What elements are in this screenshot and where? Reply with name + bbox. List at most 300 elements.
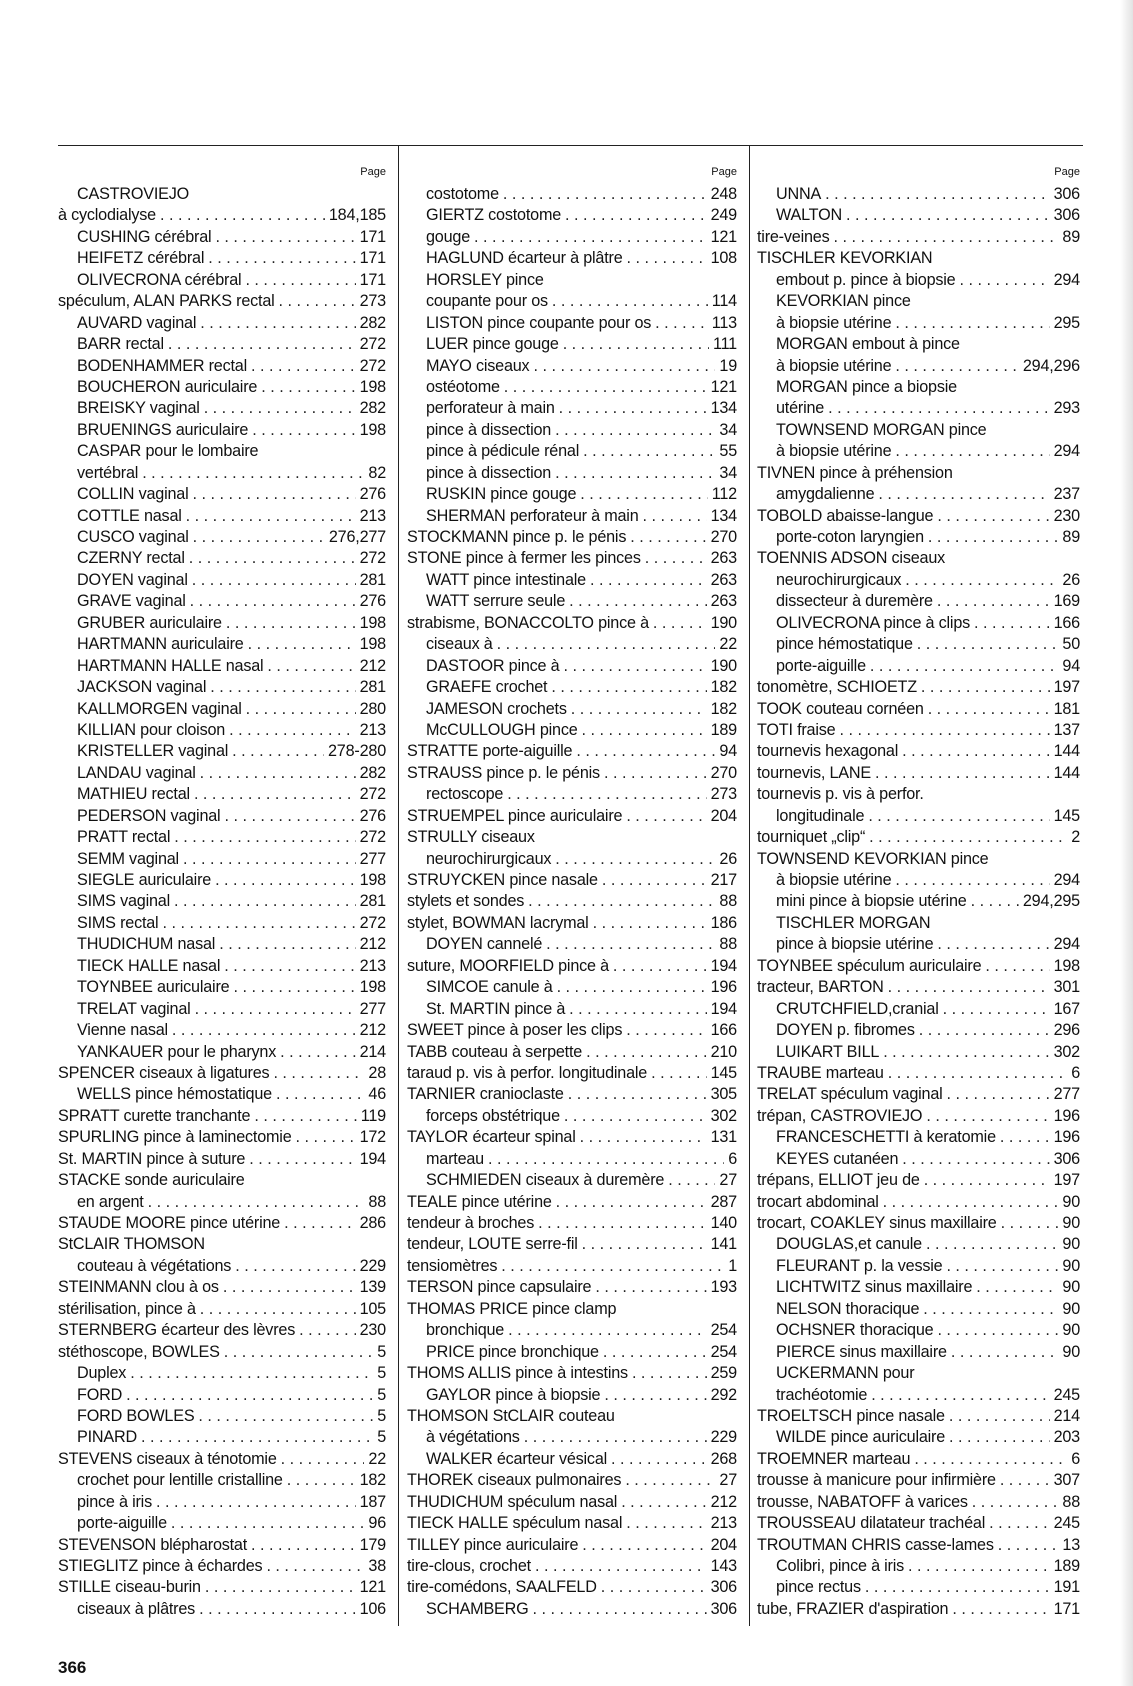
dot-leader xyxy=(1001,1213,1059,1234)
entry-page-number: 194 xyxy=(710,999,737,1018)
entry-term: TRELAT vaginal xyxy=(77,999,191,1018)
entry-page-number: 277 xyxy=(359,999,386,1018)
index-entry xyxy=(407,270,739,291)
dot-leader xyxy=(914,1449,1067,1470)
dot-leader xyxy=(888,1063,1067,1084)
index-entry xyxy=(757,1342,1082,1363)
index-entry xyxy=(407,548,739,569)
index-entry xyxy=(407,1342,739,1363)
entry-page-number: 186 xyxy=(710,913,737,932)
index-entry xyxy=(58,484,388,505)
entry-term: UCKERMANN pour xyxy=(776,1364,915,1383)
entry-term: LUIKART BILL xyxy=(776,1042,880,1061)
index-entry xyxy=(407,613,739,634)
entry-page-number: 140 xyxy=(710,1214,737,1232)
entry-term: longitudinale xyxy=(776,806,865,825)
entry-page-number: 144 xyxy=(1053,763,1080,782)
entry-page-number: 22 xyxy=(368,1449,386,1468)
entry-term: spéculum, ALAN PARKS rectal xyxy=(58,292,275,311)
dot-leader xyxy=(251,356,356,377)
index-entry xyxy=(407,227,739,248)
index-entry xyxy=(58,441,388,462)
entry-page-number: 263 xyxy=(710,570,737,589)
index-entry xyxy=(757,1363,1082,1384)
index-entry xyxy=(757,913,1082,934)
dot-leader xyxy=(621,1492,706,1513)
entry-page-number: 305 xyxy=(710,1085,737,1104)
dot-leader xyxy=(630,527,706,548)
index-entry xyxy=(757,677,1082,698)
index-entry xyxy=(757,1149,1082,1170)
entry-page-number: 121 xyxy=(710,227,737,246)
index-entry xyxy=(407,1192,739,1213)
dot-leader xyxy=(564,1106,707,1127)
index-entry xyxy=(58,1385,388,1406)
entry-term: FORD xyxy=(77,1385,123,1404)
entry-term: WALKER écarteur vésical xyxy=(426,1449,608,1468)
index-entry xyxy=(757,1556,1082,1577)
entry-term: KRISTELLER vaginal xyxy=(77,742,229,761)
entry-term: tournevis hexagonal xyxy=(757,742,899,761)
dot-leader xyxy=(923,1299,1058,1320)
entry-term: HORSLEY pince xyxy=(426,270,544,289)
entry-term: MORGAN pince a biopsie xyxy=(776,377,957,396)
entry-page-number: 245 xyxy=(1053,1385,1080,1404)
dot-leader xyxy=(825,184,1050,205)
entry-page-number: 282 xyxy=(359,313,386,332)
entry-term: Vienne nasal xyxy=(77,1021,168,1040)
index-entry xyxy=(757,420,1082,441)
entry-page-number: 181 xyxy=(1053,699,1080,718)
dot-leader xyxy=(168,334,356,355)
entry-term: ciseaux à xyxy=(426,635,493,654)
index-entry xyxy=(58,1106,388,1127)
entry-page-number: 217 xyxy=(710,871,737,889)
entry-term: DOYEN p. fibromes xyxy=(776,1021,915,1040)
entry-page-number: 112 xyxy=(711,485,737,504)
index-entry xyxy=(58,398,388,419)
entry-page-number: 230 xyxy=(359,1321,386,1340)
entry-page-number: 268 xyxy=(710,1449,737,1468)
dot-leader xyxy=(190,591,356,612)
index-entry xyxy=(58,291,388,312)
entry-page-number: 198 xyxy=(359,613,386,632)
dot-leader xyxy=(626,1513,706,1534)
entry-page-number: 94 xyxy=(1062,656,1080,675)
entry-term: STRATTE porte-aiguille xyxy=(407,742,573,761)
entry-page-number: 198 xyxy=(359,377,386,396)
index-entry xyxy=(58,699,388,720)
dot-leader xyxy=(626,806,706,827)
index-entry xyxy=(58,420,388,441)
index-entry xyxy=(58,1599,388,1620)
entry-term: porte-aiguille xyxy=(77,1514,167,1533)
dot-leader xyxy=(937,1320,1058,1341)
index-entry xyxy=(58,1406,388,1427)
dot-leader xyxy=(878,484,1049,505)
index-entry xyxy=(407,591,739,612)
index-entry xyxy=(58,1042,388,1063)
page-column-header: Page xyxy=(711,166,737,178)
entry-term: UNNA xyxy=(776,185,822,203)
entry-page-number: 203 xyxy=(1053,1428,1080,1447)
index-entry xyxy=(407,1449,739,1470)
entry-term: TOWNSEND KEVORKIAN pince xyxy=(757,849,989,868)
entry-term: tendeur, LOUTE serre-fil xyxy=(407,1235,578,1254)
entry-page-number: 121 xyxy=(359,1578,386,1597)
entry-page-number: 172 xyxy=(359,1128,386,1147)
entry-page-number: 198 xyxy=(359,871,386,889)
dot-leader xyxy=(281,1449,365,1470)
entry-term: costotome xyxy=(426,185,499,203)
entry-term: BOUCHERON auriculaire xyxy=(77,377,258,396)
dot-leader xyxy=(142,463,364,484)
dot-leader xyxy=(248,634,356,655)
index-entry xyxy=(58,1449,388,1470)
entry-page-number: 294 xyxy=(1053,442,1080,461)
index-entry xyxy=(757,956,1082,977)
entry-term: BREISKY vaginal xyxy=(77,399,200,418)
dot-leader xyxy=(296,1127,356,1148)
entry-page-number: 106 xyxy=(359,1599,386,1618)
dot-leader xyxy=(569,999,706,1020)
entry-term: suture, MOORFIELD pince à xyxy=(407,956,609,975)
index-entry xyxy=(407,313,739,334)
dot-leader xyxy=(946,1256,1058,1277)
index-entry xyxy=(757,656,1082,677)
entry-term: STIEGLITZ pince à échardes xyxy=(58,1557,263,1575)
entry-term: taraud p. vis à perfor. longitudinale xyxy=(407,1063,648,1082)
index-entry xyxy=(757,1213,1082,1234)
entry-term: BODENHAMMER rectal xyxy=(77,356,247,375)
dot-leader xyxy=(1000,1127,1050,1148)
entry-page-number: 50 xyxy=(1062,635,1080,654)
index-entry xyxy=(757,741,1082,762)
entry-term: PINARD xyxy=(77,1428,137,1447)
index-entry xyxy=(407,420,739,441)
dot-leader xyxy=(917,634,1059,655)
entry-page-number: 294 xyxy=(1053,935,1080,954)
dot-leader xyxy=(627,248,707,269)
dot-leader xyxy=(895,356,1018,377)
index-entry xyxy=(407,1299,739,1320)
index-entry xyxy=(757,527,1082,548)
dot-leader xyxy=(593,913,707,934)
entry-page-number: 213 xyxy=(359,720,386,739)
column-divider-1 xyxy=(398,146,399,1626)
dot-leader xyxy=(200,313,355,334)
dot-leader xyxy=(937,934,1049,955)
index-entry xyxy=(407,934,739,955)
index-entry xyxy=(407,1535,739,1556)
index-entry xyxy=(757,1492,1082,1513)
dot-leader xyxy=(503,184,707,205)
index-entry xyxy=(757,1470,1082,1491)
entry-term: OCHSNER thoracique xyxy=(776,1321,934,1340)
index-entry xyxy=(757,1299,1082,1320)
entry-term: trousse, NABATOFF à varices xyxy=(757,1492,968,1511)
index-entry xyxy=(407,1406,739,1427)
entry-page-number: 301 xyxy=(1053,978,1080,997)
dot-leader xyxy=(199,1599,356,1620)
dot-leader xyxy=(508,1320,706,1341)
index-entry xyxy=(58,1192,388,1213)
entry-page-number: 114 xyxy=(711,292,737,311)
entry-term: TROUSSEAU dilatateur trachéal xyxy=(757,1514,986,1533)
entry-term: pince à dissection xyxy=(426,463,552,482)
dot-leader xyxy=(563,656,706,677)
entry-term: St. MARTIN pince à xyxy=(426,999,566,1018)
entry-term: OLIVECRONA cérébral xyxy=(77,270,242,289)
index-entry xyxy=(757,1277,1082,1298)
entry-page-number: 277 xyxy=(1053,1085,1080,1104)
entry-page-number: 229 xyxy=(710,1428,737,1447)
index-entry xyxy=(58,227,388,248)
index-entry xyxy=(757,1385,1082,1406)
dot-leader xyxy=(261,377,355,398)
dot-leader xyxy=(488,1149,724,1170)
entry-page-number: 294,296 xyxy=(1022,356,1080,375)
entry-page-number: 306 xyxy=(1053,1149,1080,1168)
index-entry xyxy=(757,227,1082,248)
entry-page-number: 166 xyxy=(1053,613,1080,632)
entry-page-number: 190 xyxy=(710,656,737,675)
dot-leader xyxy=(195,999,356,1020)
entry-term: dissecteur à duremère xyxy=(776,592,933,611)
index-entry xyxy=(407,891,739,912)
dot-leader xyxy=(557,977,707,998)
index-entry xyxy=(407,827,739,848)
entry-term: neurochirurgicaux xyxy=(776,570,902,589)
dot-leader xyxy=(580,1127,707,1148)
entry-term: CRUTCHFIELD,cranial xyxy=(776,999,939,1018)
entry-term: forceps obstétrique xyxy=(426,1106,560,1125)
entry-page-number: 5 xyxy=(377,1385,386,1404)
entry-term: DASTOOR pince à xyxy=(426,656,560,675)
index-entry xyxy=(407,291,739,312)
dot-leader xyxy=(928,527,1059,548)
entry-page-number: 213 xyxy=(710,1514,737,1533)
dot-leader xyxy=(224,1342,373,1363)
entry-term: THOMS ALLIS pince à intestins xyxy=(407,1364,628,1383)
entry-term: TILLEY pince auriculaire xyxy=(407,1535,579,1554)
dot-leader xyxy=(208,248,355,269)
index-entry xyxy=(407,1127,739,1148)
entry-term: MAYO ciseaux xyxy=(426,356,530,375)
entry-term: THOREK ciseaux pulmonaires xyxy=(407,1471,622,1490)
index-entry xyxy=(58,1213,388,1234)
dot-leader xyxy=(1000,1470,1050,1491)
entry-page-number: 276 xyxy=(359,806,386,825)
entry-term: STRUEMPEL pince auriculaire xyxy=(407,806,623,825)
dot-leader xyxy=(507,784,706,805)
dot-leader xyxy=(474,227,707,248)
index-entry xyxy=(58,1492,388,1513)
index-entry xyxy=(58,1234,388,1255)
dot-leader xyxy=(883,1192,1059,1213)
index-entry xyxy=(757,377,1082,398)
entry-term: TAYLOR écarteur spinal xyxy=(407,1128,576,1147)
dot-leader xyxy=(998,1535,1059,1556)
dot-leader xyxy=(951,1342,1059,1363)
index-entry xyxy=(58,205,388,226)
entry-term: TRELAT spéculum vaginal xyxy=(757,1085,943,1104)
entry-term: MORGAN embout à pince xyxy=(776,335,960,354)
entry-term: STAUDE MOORE pince utérine xyxy=(58,1214,281,1232)
entry-term: trachéotomie xyxy=(776,1385,868,1404)
entry-term: LUER pince gouge xyxy=(426,335,559,354)
entry-term: THOMAS PRICE pince clamp xyxy=(407,1299,617,1318)
entry-term: JACKSON vaginal xyxy=(77,678,207,697)
dot-leader xyxy=(908,1556,1050,1577)
entry-page-number: 13 xyxy=(1062,1535,1080,1554)
entry-page-number: 143 xyxy=(710,1557,737,1575)
index-entry xyxy=(757,1170,1082,1191)
dot-leader xyxy=(299,1320,355,1341)
entry-term: TEALE pince utérine xyxy=(407,1192,552,1211)
entry-page-number: 230 xyxy=(1053,506,1080,525)
entry-page-number: 166 xyxy=(710,1021,737,1040)
dot-leader xyxy=(198,1406,373,1427)
entry-term: tire-clous, crochet xyxy=(407,1557,531,1575)
index-entry xyxy=(407,634,739,655)
index-entry xyxy=(58,1535,388,1556)
entry-term: stylets et sondes xyxy=(407,892,525,911)
index-entry xyxy=(58,1299,388,1320)
entry-term: TIVNEN pince à préhension xyxy=(757,463,953,482)
entry-term: tire-comédons, SAALFELD xyxy=(407,1578,597,1597)
dot-leader xyxy=(193,527,325,548)
index-entry xyxy=(58,377,388,398)
entry-page-number: 90 xyxy=(1062,1321,1080,1340)
index-entry xyxy=(58,1063,388,1084)
dot-leader xyxy=(533,1599,707,1620)
entry-page-number: 281 xyxy=(359,570,386,589)
entry-page-number: 171 xyxy=(359,249,386,268)
index-column-3 xyxy=(757,160,1082,1620)
entry-page-number: 198 xyxy=(1053,956,1080,975)
entry-term: PEDERSON vaginal xyxy=(77,806,221,825)
dot-leader xyxy=(611,1449,707,1470)
entry-term: WATT pince intestinale xyxy=(426,570,586,589)
page-edge-shadow xyxy=(1120,0,1133,1686)
entry-page-number: 89 xyxy=(1062,528,1080,546)
entry-page-number: 204 xyxy=(710,806,737,825)
entry-term: SPURLING pince à laminectomie xyxy=(58,1128,292,1147)
entry-term: RUSKIN pince gouge xyxy=(426,485,577,504)
index-entry xyxy=(757,849,1082,870)
dot-leader xyxy=(246,699,356,720)
entry-page-number: 212 xyxy=(359,935,386,954)
dot-leader xyxy=(871,1385,1049,1406)
index-entry xyxy=(407,506,739,527)
entry-page-number: 249 xyxy=(710,206,737,225)
entry-term: trocart, COAKLEY sinus maxillaire xyxy=(757,1214,997,1232)
dot-leader xyxy=(604,1385,706,1406)
index-entry xyxy=(407,1556,739,1577)
dot-leader xyxy=(501,1256,724,1277)
entry-term: pince à biopsie utérine xyxy=(776,935,934,954)
entry-term: PRATT rectal xyxy=(77,828,171,847)
entry-term: DOUGLAS,et canule xyxy=(776,1235,922,1254)
index-entry xyxy=(58,806,388,827)
dot-leader xyxy=(156,1492,356,1513)
index-entry xyxy=(58,1577,388,1598)
index-entry xyxy=(407,956,739,977)
dot-leader xyxy=(141,1427,373,1448)
dot-leader xyxy=(601,1577,707,1598)
entry-term: TIECK HALLE spéculum nasal xyxy=(407,1514,623,1533)
index-entry xyxy=(757,441,1082,462)
entry-page-number: 96 xyxy=(368,1514,386,1533)
dot-leader xyxy=(602,870,707,891)
index-entry xyxy=(407,1106,739,1127)
dot-leader xyxy=(868,806,1049,827)
entry-page-number: 281 xyxy=(359,678,386,697)
entry-page-number: 286 xyxy=(359,1214,386,1232)
index-entry xyxy=(757,1063,1082,1084)
dot-leader xyxy=(276,1084,364,1105)
entry-page-number: 213 xyxy=(359,506,386,525)
entry-page-number: 90 xyxy=(1062,1192,1080,1211)
dot-leader xyxy=(555,463,715,484)
entry-page-number: 1 xyxy=(728,1256,737,1275)
entry-page-number: 277 xyxy=(359,849,386,868)
dot-leader xyxy=(645,548,707,569)
entry-page-number: 287 xyxy=(710,1192,737,1211)
entry-term: rectoscope xyxy=(426,785,504,804)
entry-page-number: 229 xyxy=(359,1256,386,1275)
dot-leader xyxy=(974,613,1050,634)
entry-page-number: 27 xyxy=(719,1471,737,1490)
index-entry xyxy=(757,1020,1082,1041)
dot-leader xyxy=(497,634,716,655)
entry-term: TIECK HALLE nasal xyxy=(77,956,221,975)
entry-term: NELSON thoracique xyxy=(776,1299,920,1318)
index-entry xyxy=(58,934,388,955)
dot-leader xyxy=(959,270,1049,291)
dot-leader xyxy=(883,1042,1049,1063)
entry-page-number: 272 xyxy=(359,785,386,804)
dot-leader xyxy=(943,999,1050,1020)
entry-page-number: 90 xyxy=(1062,1214,1080,1232)
index-entry xyxy=(757,1256,1082,1277)
entry-term: embout p. pince à biopsie xyxy=(776,270,956,289)
index-entry xyxy=(407,677,739,698)
index-entry xyxy=(407,248,739,269)
dot-leader xyxy=(839,720,1049,741)
index-entry xyxy=(757,184,1082,205)
dot-leader xyxy=(643,506,707,527)
entry-term: THOMSON StCLAIR couteau xyxy=(407,1406,615,1425)
dot-leader xyxy=(565,205,707,226)
entry-page-number: 94 xyxy=(719,742,737,761)
index-entry xyxy=(58,827,388,848)
dot-leader xyxy=(846,205,1050,226)
entry-page-number: 296 xyxy=(1053,1021,1080,1040)
dot-leader xyxy=(568,1084,707,1105)
dot-leader xyxy=(586,1042,707,1063)
entry-term: SIMCOE canule à xyxy=(426,978,553,997)
index-entry xyxy=(58,1256,388,1277)
entry-page-number: 272 xyxy=(359,356,386,375)
index-entry xyxy=(757,1599,1082,1620)
dot-leader xyxy=(535,1556,707,1577)
entry-term: tensiomètres xyxy=(407,1256,498,1275)
index-entry xyxy=(58,677,388,698)
entry-term: tube, FRAZIER d'aspiration xyxy=(757,1599,949,1618)
index-entry xyxy=(757,484,1082,505)
